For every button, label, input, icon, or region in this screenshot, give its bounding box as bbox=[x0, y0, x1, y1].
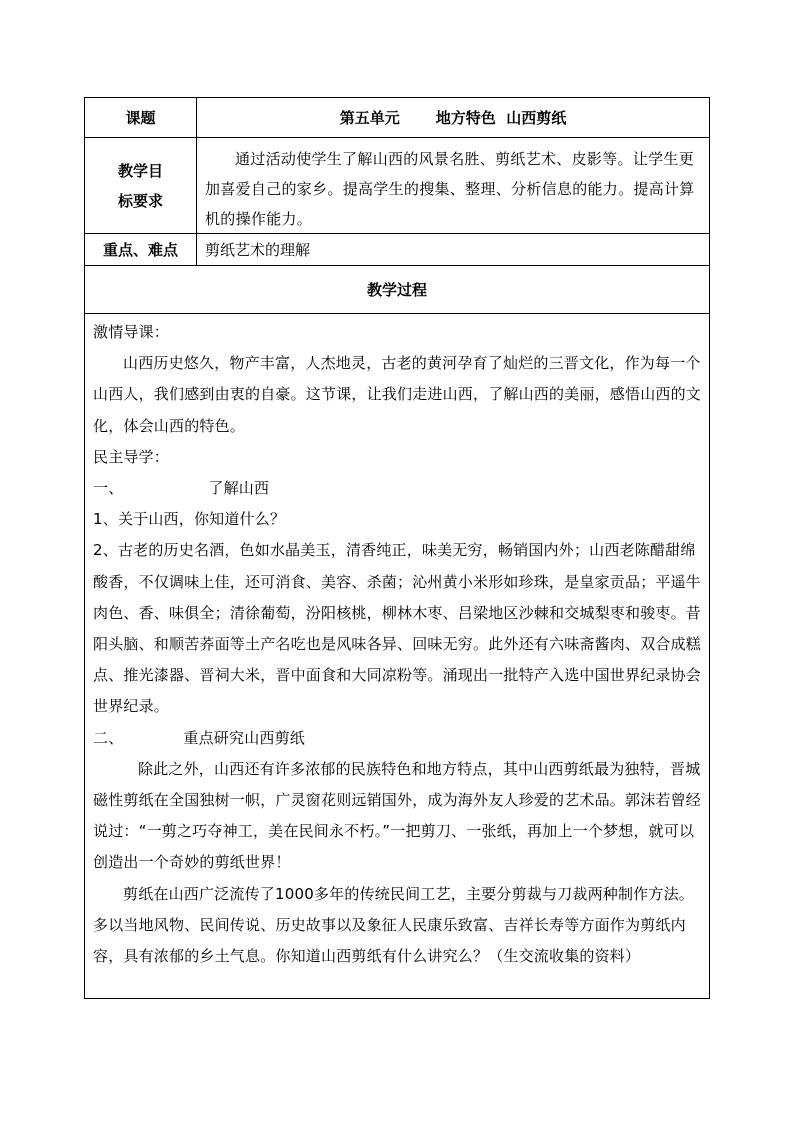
section1-number: 一、 bbox=[93, 479, 124, 498]
objectives-label bbox=[85, 138, 197, 233]
objectives-row bbox=[85, 138, 709, 234]
objectives-label-line1: 教学目 bbox=[117, 161, 163, 180]
objectives-text: 通过活动使学生了解山西的风景名胜、剪纸艺术、皮影等。让学生更加喜爱自己的家乡。提高学生的搜集、整理、分析信息的能力。提高计算机的操作能力。 bbox=[205, 150, 695, 228]
lesson-plan-table bbox=[84, 97, 710, 999]
intro-title: 激情导课： bbox=[93, 323, 170, 341]
section2-heading bbox=[93, 723, 701, 754]
process-body bbox=[85, 314, 709, 998]
section2-number: 二、 bbox=[93, 728, 124, 747]
question-2: 2、古老的历史名酒，色如水晶美玉，清香纯正，味美无穷，畅销国内外；山西老陈醋甜绵酸香，不仅调味上佳，还可消食、美容、杀菌；沁州黄小米形如珍珠，是皇家贡品；平遥牛肉色、香、味俱全；清徐葡萄，汾阳核桃，柳林木枣、吕梁地区沙棘和交城梨枣和骏枣。昔阳头脑、和顺苦荞面等土产名吃也是风味各异、回味无穷。此外还有六味斋酱肉、双合成糕点、推光漆器、晋祠大米，晋中面食和大同凉粉等。涌现出一批特产入选中国世界纪录协会世界纪录。 bbox=[93, 541, 702, 716]
topic-value bbox=[197, 98, 709, 137]
section2-title: 重点研究山西剪纸 bbox=[183, 728, 306, 747]
papercut-paragraph-1: 除此之外，山西还有许多浓郁的民族特色和地方特点，其中山西剪纸最为独特，晋城磁性剪纸在全国独树一帜，广灵窗花则远销国外，成为海外友人珍爱的艺术品。郭沫若曾经说过：“一剪之巧夺神工，美在民间永不朽。”一把剪刀、一张纸，再加上一个梦想，就可以创造出一个奇妙的剪纸世界！ bbox=[93, 759, 702, 872]
key-label: 重点、难点 bbox=[85, 234, 197, 265]
question-1: 1、关于山西，你知道什么？ bbox=[93, 510, 286, 529]
topic-label: 课题 bbox=[85, 98, 197, 137]
process-heading bbox=[85, 266, 709, 314]
objectives-label-line2: 标要求 bbox=[117, 191, 163, 210]
topic-row bbox=[85, 98, 709, 138]
papercut-paragraph-2: 剪纸在山西广泛流传了1000多年的传统民间工艺，主要分剪裁与刀裁两种制作方法。多以当地风物、民间传说、历史故事以及象征人民康乐致富、吉祥长寿等方面作为剪纸内容，具有浓郁的乡土气息。你知道山西剪纸有什么讲究么？（生交流收集的资料） bbox=[93, 884, 694, 966]
process-heading-text: 教学过程 bbox=[366, 281, 427, 299]
section1-heading bbox=[93, 473, 701, 504]
intro-text: 山西历史悠久，物产丰富，人杰地灵，古老的黄河孕育了灿烂的三晋文化，作为每一个山西人，我们感到由衷的自豪。这节课，让我们走进山西，了解山西的美丽，感悟山西的文化，体会山西的特色。 bbox=[93, 354, 702, 435]
section1-title: 了解山西 bbox=[208, 479, 270, 498]
topic-name: 地方特色 山西剪纸 bbox=[435, 109, 567, 127]
key-text: 剪纸艺术的理解 bbox=[205, 241, 311, 259]
key-row bbox=[85, 234, 709, 266]
topic-unit: 第五单元 bbox=[339, 109, 400, 127]
guide-title: 民主导学： bbox=[93, 447, 170, 466]
